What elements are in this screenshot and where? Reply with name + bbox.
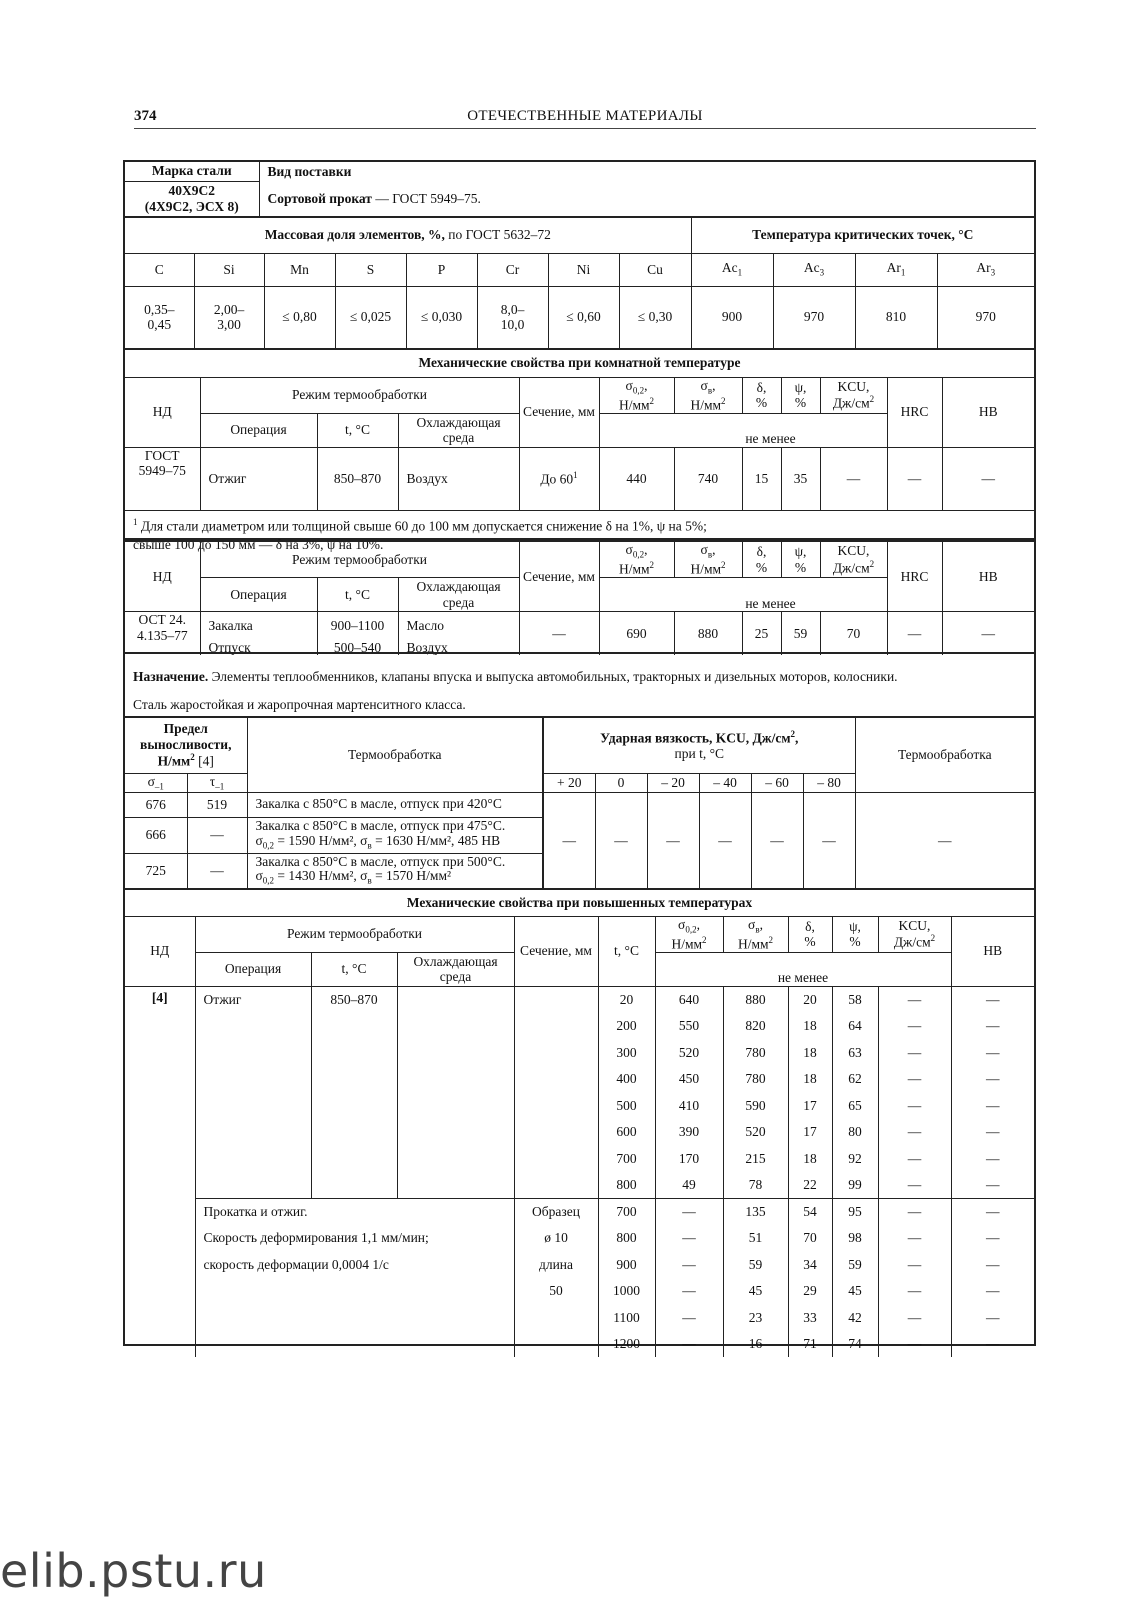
kcu-value-2: 70 [820, 612, 887, 656]
hb-value-2: — [942, 612, 1034, 656]
fatigue-sigma: 676 [125, 792, 187, 817]
element-value: ≤ 0,60 [548, 286, 619, 348]
h-regime-2: Режим термообработки [200, 542, 519, 578]
h-regime: Режим термообработки [200, 377, 519, 413]
h-fatigue-limit: Предел выносливости, $Н/мм^2$ [4] [125, 718, 247, 773]
hot-t: 850–870 [311, 986, 397, 1198]
grade-name [125, 181, 259, 216]
impact-temp: – 80 [803, 773, 855, 792]
hot-cell: — [951, 1145, 1034, 1172]
h-min: не менее [599, 413, 942, 447]
hot2-cell: — [878, 1304, 951, 1331]
composition-block [123, 216, 1036, 350]
hot2-cell: — [655, 1278, 723, 1305]
purpose-desc: Элементы теплообменников, клапаны впуска и выпуска автомобильных, тракторных и дизельных моторов, колосники. [208, 669, 898, 684]
hot2-cell: 59 [832, 1251, 878, 1278]
impact-temp: – 20 [647, 773, 699, 792]
hot2-cell: 29 [788, 1278, 832, 1305]
hot-cell: 92 [832, 1145, 878, 1172]
hot-cell: 200 [598, 1013, 655, 1040]
hot-cell: — [951, 986, 1034, 1013]
hot-cell: 400 [598, 1066, 655, 1093]
hot-cell: 18 [788, 1013, 832, 1040]
hot2-cell: 23 [723, 1304, 788, 1331]
supply-rest: — ГОСТ 5949–75. [371, 190, 481, 206]
sv-value: 740 [674, 447, 742, 510]
hot2-cell: 800 [598, 1225, 655, 1252]
hot-cell: — [878, 1145, 951, 1172]
hot-cell: 17 [788, 1119, 832, 1146]
impact-value: — [647, 792, 699, 888]
hot2-cell: — [878, 1198, 951, 1225]
hot2-op-line: скорость деформации 0,0004 1/с [195, 1251, 514, 1278]
element-value: ≤ 0,80 [264, 286, 335, 348]
nd-value-2: ОСТ 24. 4.135–77 [125, 612, 200, 656]
h-delta-2: δ, % [742, 542, 781, 578]
psi-value-2: 59 [781, 612, 820, 656]
h-sv-3: $\sigma_в$, $Н/мм^2$ [723, 916, 788, 952]
section-value-2: — [519, 612, 599, 656]
h-impact-treat: Термообработка [855, 718, 1034, 792]
impact-value: — [699, 792, 751, 888]
h-hb: HB [942, 377, 1034, 447]
section-value: До $60^1$ [519, 447, 599, 510]
mech-hot-title: Механические свойства при повышенных температурах [125, 890, 1034, 916]
op2-value: Отпуск [200, 640, 317, 656]
hot2-cell: 700 [598, 1198, 655, 1225]
h-operation-3: Операция [195, 952, 311, 986]
impact-value: — [751, 792, 803, 888]
hot-cell: — [878, 986, 951, 1013]
element-C: C [125, 253, 194, 286]
hot-cell: 18 [788, 1145, 832, 1172]
t2-value: 500–540 [317, 640, 398, 656]
hot2-cell: 59 [723, 1251, 788, 1278]
impact-temp: – 40 [699, 773, 751, 792]
hot-cell: — [878, 1013, 951, 1040]
hot2-cell: — [951, 1251, 1034, 1278]
critical-points-title: Температура критических точек, °С [691, 218, 1034, 253]
h-t: t, °С [317, 413, 398, 447]
hot2-cell: 45 [832, 1278, 878, 1305]
hot2-cell: 42 [832, 1304, 878, 1331]
hot-cell: 820 [723, 1013, 788, 1040]
h-s02-2: $\sigma_{0,2}$, $Н/мм^2$ [599, 542, 674, 578]
hot-cell: 80 [832, 1119, 878, 1146]
element-Ni: Ni [548, 253, 619, 286]
kcu-value: — [820, 447, 887, 510]
hot-row [125, 986, 1034, 1013]
fatigue-sigma: 725 [125, 853, 187, 888]
hot-cell: 590 [723, 1092, 788, 1119]
hot-cell: — [951, 1119, 1034, 1146]
running-title: ОТЕЧЕСТВЕННЫЕ МАТЕРИАЛЫ [467, 108, 703, 124]
h-hb-3: HB [951, 916, 1034, 986]
hot-cell: 170 [655, 1145, 723, 1172]
h-sigma: $\sigma_{-1}$ [125, 773, 187, 792]
hot2-section-line: Образец [514, 1198, 598, 1225]
hot-row-2 [125, 1198, 1034, 1225]
hot2-cell: 34 [788, 1251, 832, 1278]
grade-label: Марка стали [125, 162, 259, 181]
running-header [134, 106, 1036, 129]
hot2-cell: 51 [723, 1225, 788, 1252]
fatigue-sigma: 666 [125, 817, 187, 853]
h-psi: ψ, % [781, 377, 820, 413]
hot2-cell: 45 [723, 1278, 788, 1305]
crit-value: 810 [855, 286, 937, 348]
hot2-section-line: 50 [514, 1278, 598, 1305]
element-value: 8,0– 10,0 [477, 286, 548, 348]
crit-value: 970 [937, 286, 1034, 348]
hot2-cell: — [878, 1278, 951, 1305]
hot2-cell: 135 [723, 1198, 788, 1225]
hot-cell: 410 [655, 1092, 723, 1119]
h-section: Сечение, мм [519, 377, 599, 447]
hot-cell: — [878, 1039, 951, 1066]
hot-cell: 64 [832, 1013, 878, 1040]
h-s02-3: $\sigma_{0,2}$, $Н/мм^2$ [655, 916, 723, 952]
fatigue-treatment: Закалка с 850°С в масле, отпуск при 500°С. $\sigma_{0,2} = 1430$ Н/мм², $\sigma_в = 1570$ Н/мм² [247, 853, 543, 888]
h-nd-2: НД [125, 542, 200, 612]
crit-point: $Ac_3$ [773, 253, 855, 286]
fatigue-treatment: Закалка с 850°С в масле, отпуск при 475°С. $\sigma_{0,2} = 1590$ Н/мм², $\sigma_в = 1630$ Н/мм², 485 НВ [247, 817, 543, 853]
hot2-cell: — [951, 1304, 1034, 1331]
hot-cell: 300 [598, 1039, 655, 1066]
hot-row-2 [125, 1278, 1034, 1305]
hot2-cell: 71 [788, 1331, 832, 1358]
supply-label: Вид поставки [259, 162, 1034, 181]
hot2-cell: 1000 [598, 1278, 655, 1305]
hot2-cell: 1100 [598, 1304, 655, 1331]
element-value: ≤ 0,30 [619, 286, 691, 348]
hot2-op-line [195, 1331, 514, 1358]
op-value: Отжиг [200, 447, 317, 510]
h-s02: $\sigma_{0,2}$, $Н/мм^2$ [599, 377, 674, 413]
hot2-cell: — [951, 1198, 1034, 1225]
hot2-cell: — [951, 1331, 1034, 1358]
fatigue-tau: 519 [187, 792, 247, 817]
fatigue-tau: — [187, 817, 247, 853]
hot-cell: 600 [598, 1119, 655, 1146]
hot-nd-ref: [4] [125, 986, 195, 1357]
composition-title-bold: Массовая доля элементов, %, [264, 227, 445, 243]
cool2-value: Воздух [398, 640, 519, 656]
element-Cu: Cu [619, 253, 691, 286]
h-test-t: t, °С [598, 916, 655, 986]
h-kcu-3: KCU, $Дж/см^2$ [878, 916, 951, 952]
t1-value: 900–1100 [317, 612, 398, 640]
hot2-op-line: Прокатка и отжиг. [195, 1198, 514, 1225]
hot-cell: — [951, 1066, 1034, 1093]
cool-value: Воздух [398, 447, 519, 510]
hot-cell: 880 [723, 986, 788, 1013]
h-t-3: t, °С [311, 952, 397, 986]
impact-temp: + 20 [543, 773, 595, 792]
footnote: $^1$ Для стали диаметром или толщиной свыше 60 до 100 мм допускается снижение δ на 1%, ψ на 5%; свыше 100 до 150 мм — δ на 3%, ψ на 10%. [125, 510, 1034, 560]
fatigue-block [123, 716, 1036, 890]
h-nd-3: НД [125, 916, 195, 986]
h-sv: $\sigma_в$, $Н/мм^2$ [674, 377, 742, 413]
grade-block [123, 160, 1036, 218]
psi-value: 35 [781, 447, 820, 510]
t-value: 850–870 [317, 447, 398, 510]
h-regime-3: Режим термообработки [195, 916, 514, 952]
hot-cell: 390 [655, 1119, 723, 1146]
h-impact: Ударная вязкость, KCU, $Дж/см^2$, при t, °С [543, 718, 855, 773]
hot-cell: 58 [832, 986, 878, 1013]
hot2-cell: 16 [723, 1331, 788, 1358]
element-Cr: Cr [477, 253, 548, 286]
mech-hot-block [123, 888, 1036, 1352]
hot2-cell: — [878, 1225, 951, 1252]
h-delta-3: δ, % [788, 916, 832, 952]
element-Si: Si [194, 253, 264, 286]
impact-value: — [543, 792, 595, 888]
h-hb-2: HB [942, 542, 1034, 612]
h-psi-2: ψ, % [781, 542, 820, 578]
hot2-cell: — [655, 1304, 723, 1331]
hot2-cell: 33 [788, 1304, 832, 1331]
purpose-text [133, 662, 1026, 692]
hot2-cell: 70 [788, 1225, 832, 1252]
hot-cell: — [951, 1013, 1034, 1040]
purpose-label: Назначение. [133, 669, 209, 684]
hot-section [514, 986, 598, 1198]
hot2-section-line: ø 10 [514, 1225, 598, 1252]
hot-cell: — [951, 1172, 1034, 1199]
hot-row-2 [125, 1304, 1034, 1331]
element-P: P [406, 253, 477, 286]
crit-value: 970 [773, 286, 855, 348]
hot-cell: 780 [723, 1039, 788, 1066]
hot-cell: 49 [655, 1172, 723, 1199]
h-cool-2: Охлаждающая среда [398, 578, 519, 612]
hot2-cell: — [655, 1251, 723, 1278]
supply-bold: Сортовой прокат [267, 190, 372, 206]
hot2-cell: — [655, 1331, 723, 1358]
hot-cell: — [878, 1066, 951, 1093]
delta-value-2: 25 [742, 612, 781, 656]
hot2-cell: — [655, 1198, 723, 1225]
hot-cool [397, 986, 514, 1198]
hot-cell: 62 [832, 1066, 878, 1093]
mech-room-row [125, 447, 1034, 510]
element-value: ≤ 0,025 [335, 286, 406, 348]
hot-cell: 215 [723, 1145, 788, 1172]
hot-cell: 20 [788, 986, 832, 1013]
element-S: S [335, 253, 406, 286]
hot2-cell: — [878, 1251, 951, 1278]
page-number: 374 [134, 108, 157, 124]
nd-value: ГОСТ 5949–75 [125, 447, 200, 510]
cool1-value: Масло [398, 612, 519, 640]
hrc-value: — [887, 447, 942, 510]
hot2-op-line [195, 1304, 514, 1331]
element-value: 0,35– 0,45 [125, 286, 194, 348]
h-section-2: Сечение, мм [519, 542, 599, 612]
s02-value-2: 690 [599, 612, 674, 656]
hot2-cell: 95 [832, 1198, 878, 1225]
hot-cell: 520 [723, 1119, 788, 1146]
purpose-block [123, 652, 1036, 718]
h-min-3: не менее [655, 952, 951, 986]
mech-room-block [123, 348, 1036, 552]
hrc-value-2: — [887, 612, 942, 656]
h-nd: НД [125, 377, 200, 447]
hot-cell: 700 [598, 1145, 655, 1172]
hot-cell: 550 [655, 1013, 723, 1040]
hot2-cell: 54 [788, 1198, 832, 1225]
hot-cell: — [878, 1172, 951, 1199]
h-kcu: KCU, $Дж/см^2$ [820, 377, 887, 413]
composition-title-rest: по ГОСТ 5632–72 [444, 227, 551, 243]
hot2-cell: 900 [598, 1251, 655, 1278]
hot-cell: 18 [788, 1066, 832, 1093]
hot2-section-line [514, 1331, 598, 1358]
hot-cell: 500 [598, 1092, 655, 1119]
grade-aliases: (4Х9С2, ЭСХ 8) [144, 198, 239, 214]
hot-cell: 22 [788, 1172, 832, 1199]
supply-value [259, 181, 1034, 216]
hot2-cell: — [951, 1225, 1034, 1252]
hot-cell: 78 [723, 1172, 788, 1199]
hot-cell: 99 [832, 1172, 878, 1199]
steel-class: Сталь жаростойкая и жаропрочная мартенситного класса. [133, 697, 466, 713]
h-kcu-2: KCU, $Дж/см^2$ [820, 542, 887, 578]
h-delta: δ, % [742, 377, 781, 413]
h-operation-2: Операция [200, 578, 317, 612]
hot2-cell: — [951, 1278, 1034, 1305]
hot-cell: 65 [832, 1092, 878, 1119]
hot-cell: — [951, 1092, 1034, 1119]
impact-temp: – 60 [751, 773, 803, 792]
h-sv-2: $\sigma_в$, $Н/мм^2$ [674, 542, 742, 578]
hot2-cell: — [655, 1225, 723, 1252]
h-operation: Операция [200, 413, 317, 447]
hot2-section-line [514, 1304, 598, 1331]
mech-room-block-2 [123, 540, 1036, 654]
h-section-3: Сечение, мм [514, 916, 598, 986]
hot-cell: 17 [788, 1092, 832, 1119]
s02-value: 440 [599, 447, 674, 510]
hot2-op-line: Скорость деформирования 1,1 мм/мин; [195, 1225, 514, 1252]
element-value: 2,00– 3,00 [194, 286, 264, 348]
hot-row-2 [125, 1331, 1034, 1358]
fatigue-tau: — [187, 853, 247, 888]
h-cool: Охлаждающая среда [398, 413, 519, 447]
h-cool-3: Охлаждающая среда [397, 952, 514, 986]
hot-cell: 18 [788, 1039, 832, 1066]
element-value: ≤ 0,030 [406, 286, 477, 348]
h-psi-3: ψ, % [832, 916, 878, 952]
hot-cell: 450 [655, 1066, 723, 1093]
impact-treatment: — [855, 792, 1034, 888]
impact-temp: 0 [595, 773, 647, 792]
hb-value: — [942, 447, 1034, 510]
hot2-cell: 74 [832, 1331, 878, 1358]
h-min-2: не менее [599, 578, 942, 612]
sv-value-2: 880 [674, 612, 742, 656]
crit-point: $Ar_1$ [855, 253, 937, 286]
hot-cell: — [878, 1092, 951, 1119]
watermark: elib.pstu.ru [0, 1544, 267, 1598]
hot-cell: — [878, 1119, 951, 1146]
crit-point: $Ac_1$ [691, 253, 773, 286]
hot2-op-line [195, 1278, 514, 1305]
h-hrc: HRC [887, 377, 942, 447]
hot-row-2 [125, 1251, 1034, 1278]
composition-title [125, 218, 691, 253]
h-fatigue-treat: Термообработка [247, 718, 543, 792]
element-Mn: Mn [264, 253, 335, 286]
hot-cell: 63 [832, 1039, 878, 1066]
hot-cell: 800 [598, 1172, 655, 1199]
crit-point: $Ar_3$ [937, 253, 1034, 286]
crit-value: 900 [691, 286, 773, 348]
h-hrc-2: HRC [887, 542, 942, 612]
hot-row-2 [125, 1225, 1034, 1252]
delta-value: 15 [742, 447, 781, 510]
hot-op: Отжиг [195, 986, 311, 1198]
hot-cell: 780 [723, 1066, 788, 1093]
hot-cell: 640 [655, 986, 723, 1013]
hot2-cell: — [878, 1331, 951, 1358]
grade-name-text: 40Х9С2 [168, 183, 215, 199]
hot-cell: 520 [655, 1039, 723, 1066]
op1-value: Закалка [200, 612, 317, 640]
h-t-2: t, °С [317, 578, 398, 612]
impact-value: — [595, 792, 647, 888]
impact-value: — [803, 792, 855, 888]
hot-cell: 20 [598, 986, 655, 1013]
h-tau: $\tau_{-1}$ [187, 773, 247, 792]
mech-room-title: Механические свойства при комнатной температуре [125, 350, 1034, 377]
hot2-cell: 98 [832, 1225, 878, 1252]
hot2-section-line: длина [514, 1251, 598, 1278]
hot2-cell: 1200 [598, 1331, 655, 1358]
hot-cell: — [951, 1039, 1034, 1066]
fatigue-treatment: Закалка с 850°С в масле, отпуск при 420°С [247, 792, 543, 817]
